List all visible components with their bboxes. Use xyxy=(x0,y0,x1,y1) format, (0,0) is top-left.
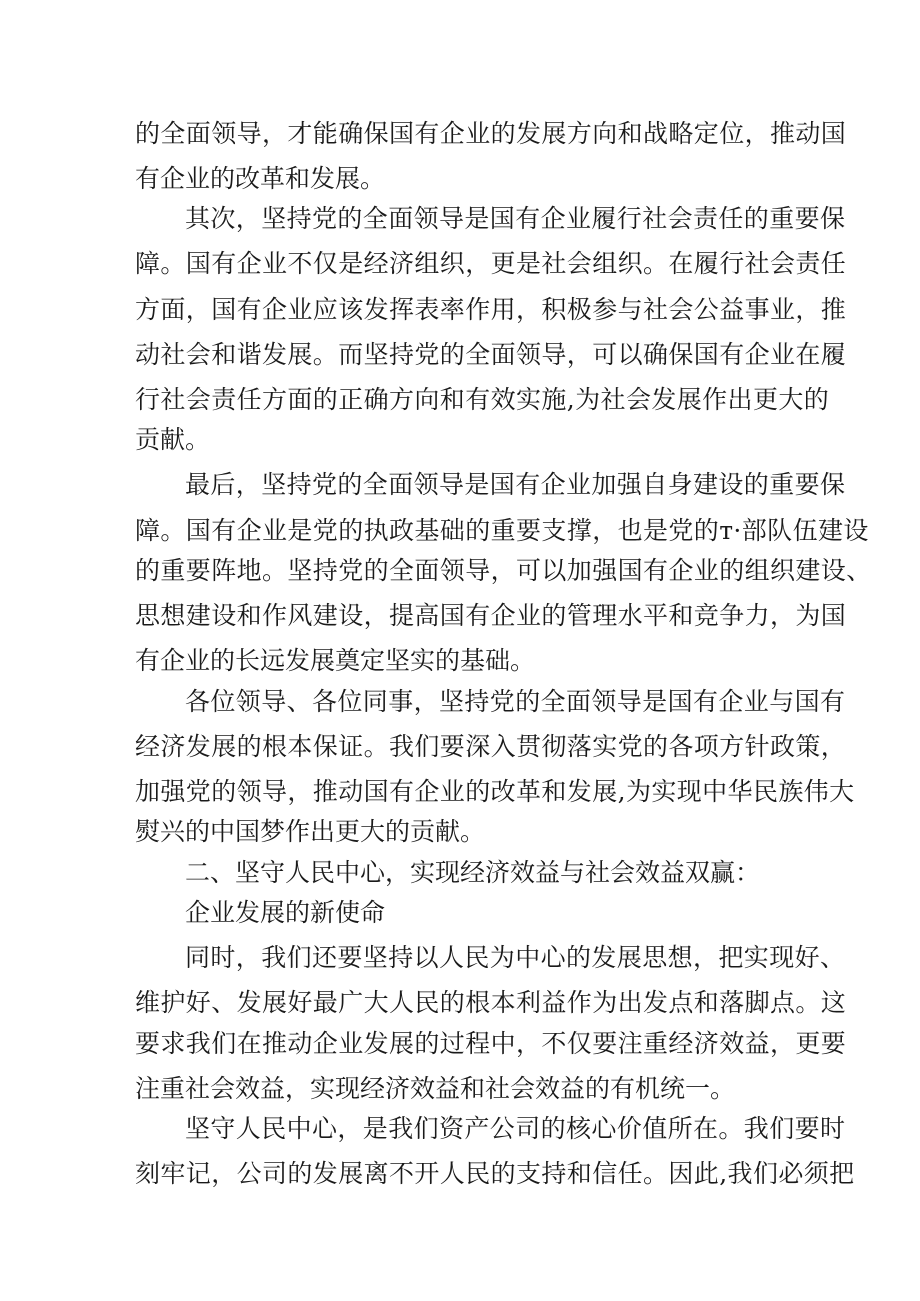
text-line: 加强党的领导，推动国有企业的改革和发展,为实现中华民族伟大 xyxy=(135,777,855,806)
text-line: 最后，坚持党的全面领导是国有企业加强自身建设的重要保 xyxy=(185,470,846,499)
text-line: 思想建设和作风建设，提高国有企业的管理水平和竞争力，为国 xyxy=(135,601,847,630)
text-line: 方面，国有企业应该发挥表率作用，积极参与社会公益事业，推 xyxy=(135,295,847,324)
text-line: 注重社会效益，实现经济效益和社会效益的有机统一。 xyxy=(135,1074,736,1103)
text-line: 经济发展的根本保证。我们要深入贯彻落实党的各项方针政策， xyxy=(135,732,847,761)
text-line: 其次，坚持党的全面领导是国有企业履行社会责任的重要保 xyxy=(185,204,846,233)
text-line: 行社会责任方面的正确方向和有效实施,为社会发展作出更大的 xyxy=(135,385,830,414)
text-line: 维护好、发展好最广大人民的根本利益作为出发点和落脚点。这 xyxy=(135,988,847,1017)
text-line: 刻牢记，公司的发展离不开人民的支持和信任。因此,我们必须把 xyxy=(135,1159,855,1188)
text-line: 障。国有企业是党的执政基础的重要支撑，也是党的т·部队伍建设 xyxy=(135,516,869,545)
section-heading: 二、坚守人民中心，实现经济效益与社会效益双赢： xyxy=(185,858,761,887)
text-line: 坚守人民中心，是我们资产公司的核心价值所在。我们要时 xyxy=(185,1114,846,1143)
text-line: 有企业的长远发展奠定坚实的基础。 xyxy=(135,646,536,675)
text-line: 贡献。 xyxy=(135,425,211,454)
text-line: 各位领导、各位同事，坚持党的全面领导是国有企业与国有 xyxy=(185,687,846,716)
text-line: 同时，我们还要坚持以人民为中心的发展思想，把实现好、 xyxy=(185,943,846,972)
text-line: 的重要阵地。坚持党的全面领导，可以加强国有企业的组织建设、 xyxy=(135,556,872,585)
text-line: 动社会和谐发展。而坚持党的全面领导，可以确保国有企业在履 xyxy=(135,340,847,369)
text-line: 熨兴的中国梦作出更大的贡献。 xyxy=(135,817,486,846)
text-line: 障。国有企业不仅是经济组织，更是社会组织。在履行社会责任 xyxy=(135,249,847,278)
section-heading-continued: 企业发展的新使命 xyxy=(185,898,386,927)
text-line: 有企业的改革和发展。 xyxy=(135,164,386,193)
text-line: 的全面领导，才能确保国有企业的发展方向和战略定位，推动国 xyxy=(135,119,847,148)
text-line: 要求我们在推动企业发展的过程中，不仅要注重经济效益，更要 xyxy=(135,1029,847,1058)
